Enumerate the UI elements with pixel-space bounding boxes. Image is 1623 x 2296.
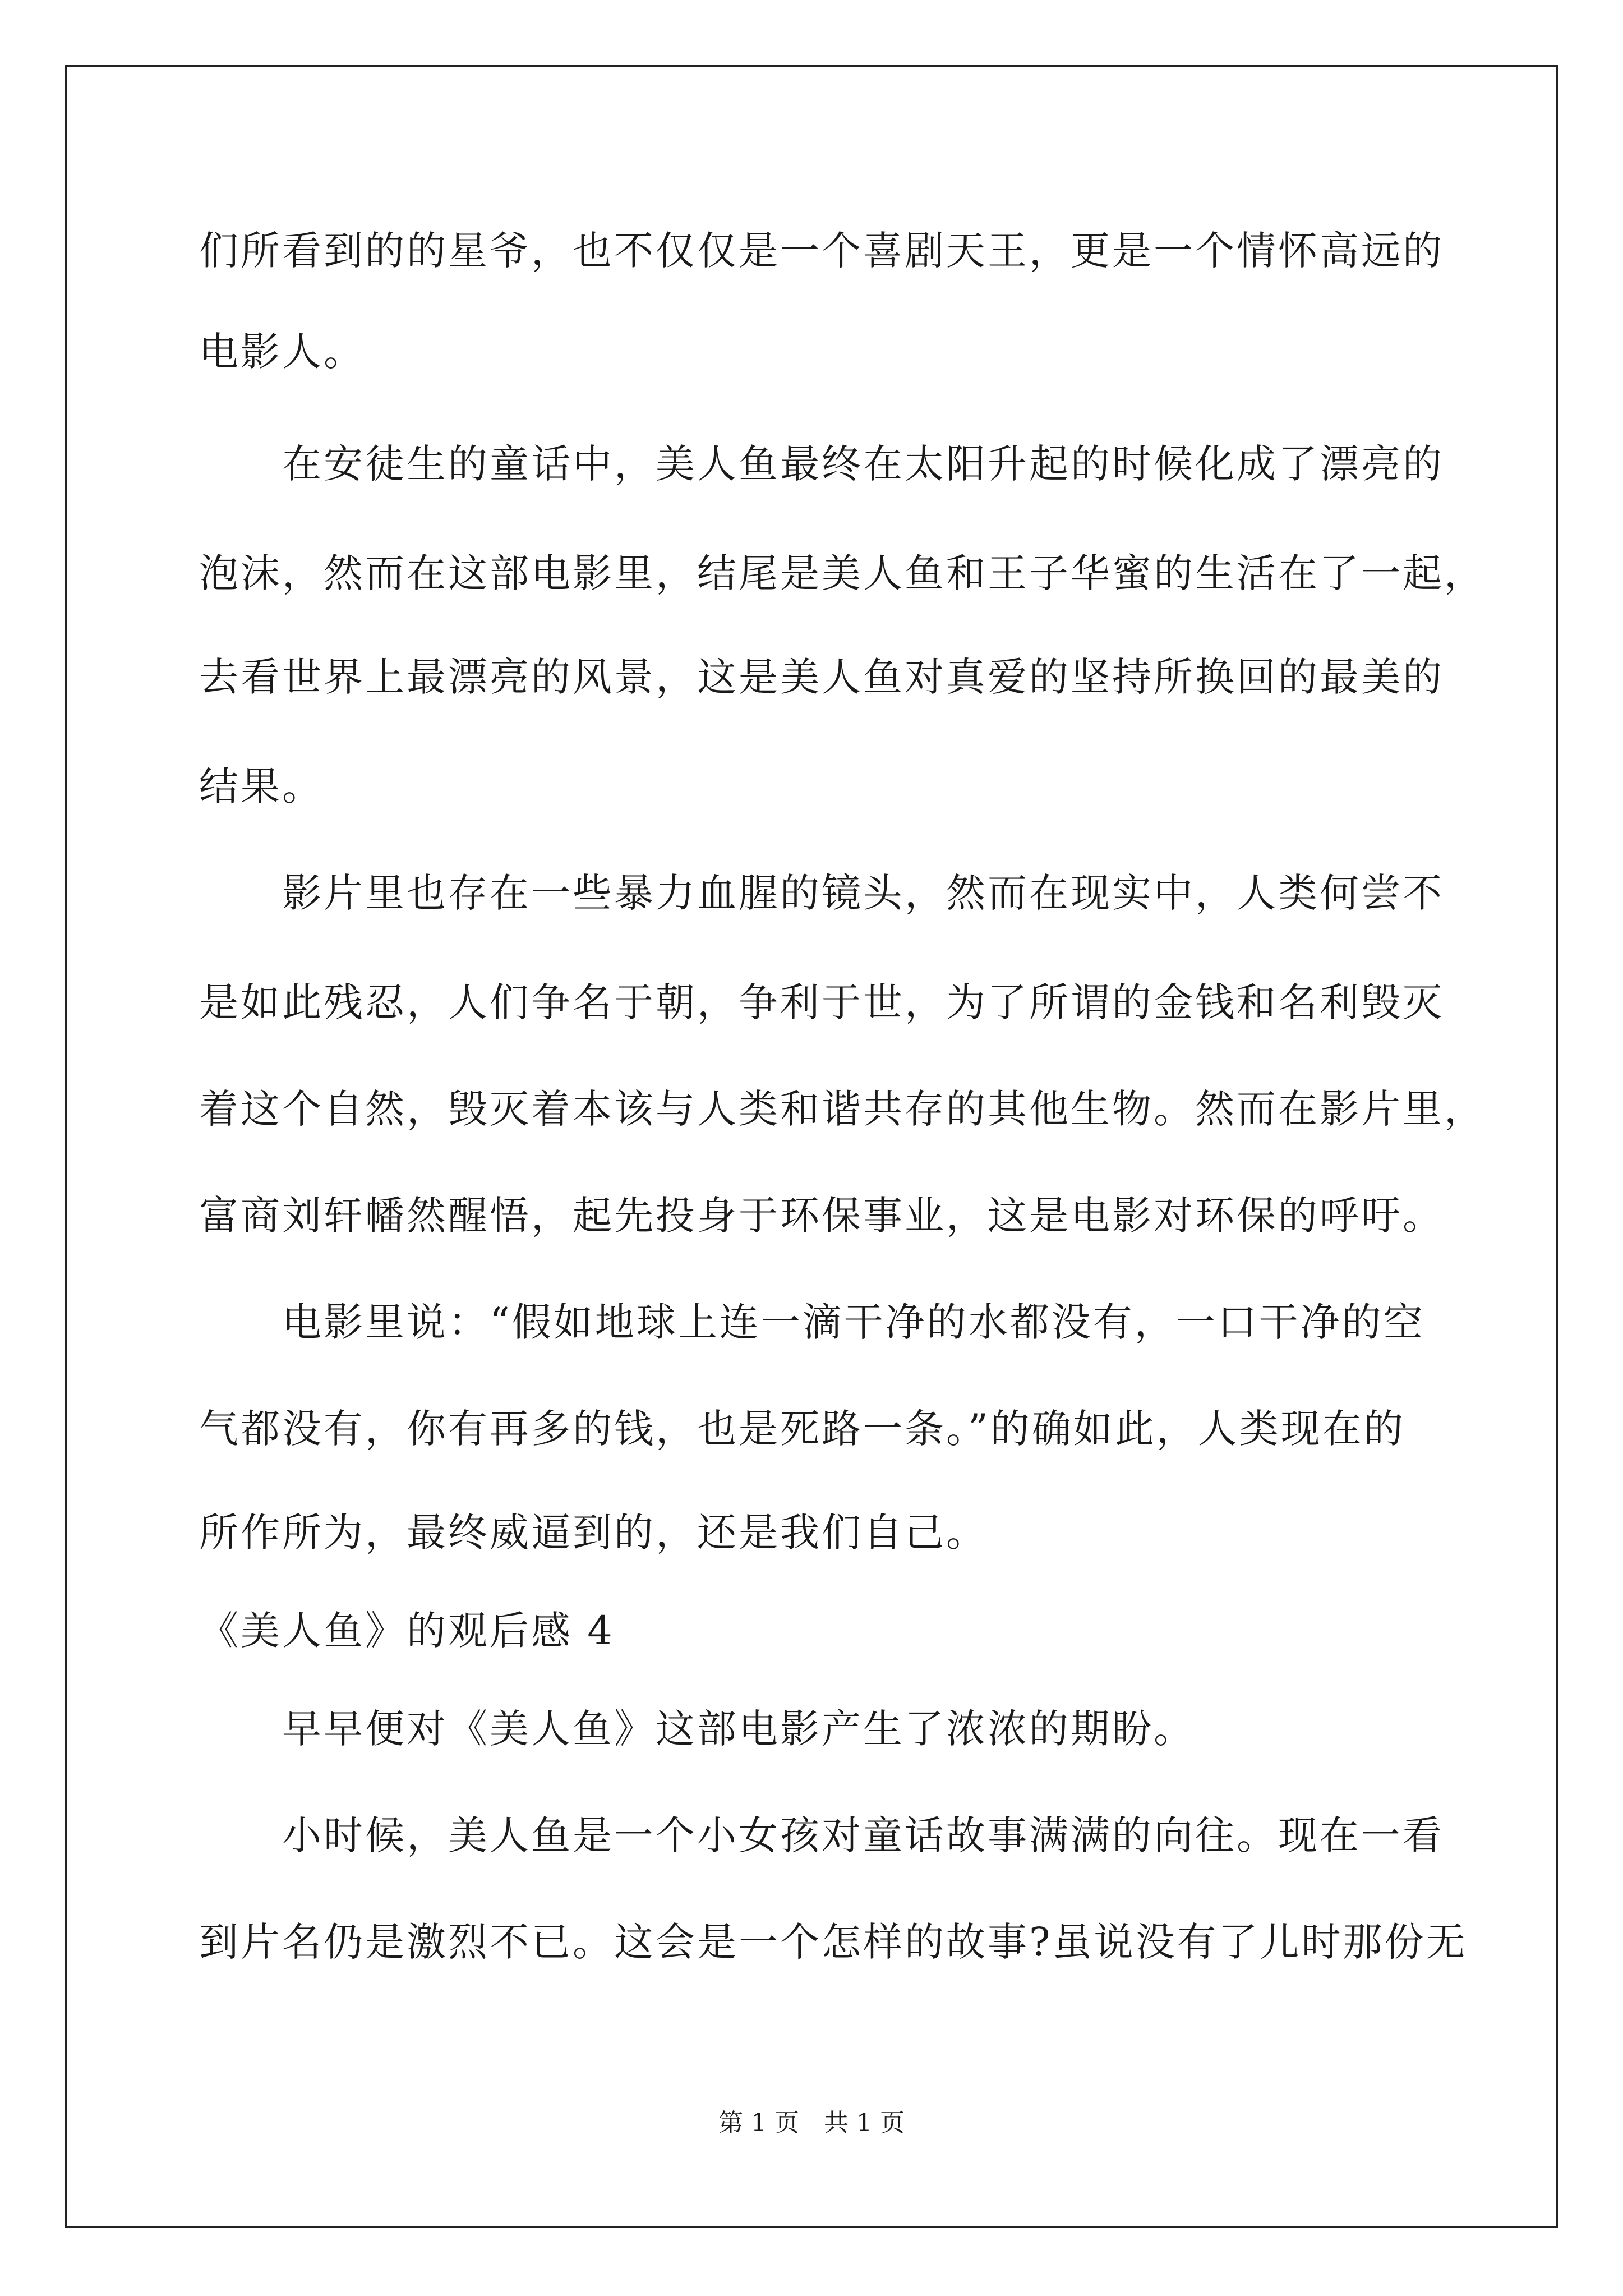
text-line: 到片名仍是激烈不已。这会是一个怎样的故事?虽说没有了儿时那份无	[199, 1919, 1468, 1965]
section-heading: 《美人鱼》的观后感 4	[199, 1608, 615, 1654]
text-line: 小时候，美人鱼是一个小女孩对童话故事满满的向往。现在一看	[199, 1812, 1444, 1858]
text-line: 是如此残忍，人们争名于朝，争利于世，为了所谓的金钱和名利毁灭	[199, 979, 1444, 1025]
text-line: 着这个自然，毁灭着本该与人类和谐共存的其他生物。然而在影片里，	[199, 1086, 1486, 1132]
text-line: 电影里说：“假如地球上连一滴干净的水都没有，一口干净的空	[199, 1299, 1425, 1345]
text-line: 影片里也存在一些暴力血腥的镜头，然而在现实中，人类何尝不	[199, 870, 1444, 916]
text-line: 结果。	[199, 763, 324, 809]
text-line: 所作所为，最终威逼到的，还是我们自己。	[199, 1510, 988, 1556]
text-line: 泡沫，然而在这部电影里，结尾是美人鱼和王子华蜜的生活在了一起，	[199, 550, 1486, 596]
text-line: 去看世界上最漂亮的风景，这是美人鱼对真爱的坚持所换回的最美的	[199, 654, 1444, 700]
page-footer: 第 1 页 共 1 页	[718, 2109, 905, 2137]
text-line: 早早便对《美人鱼》这部电影产生了浓浓的期盼。	[199, 1706, 1195, 1752]
text-line: 们所看到的的星爷，也不仅仅是一个喜剧天王，更是一个情怀高远的	[199, 228, 1444, 274]
text-line: 电影人。	[199, 329, 365, 375]
text-line: 富商刘轩幡然醒悟，起先投身于环保事业，这是电影对环保的呼吁。	[199, 1193, 1444, 1239]
page-border	[65, 65, 1558, 2228]
text-line: 在安徒生的童话中，美人鱼最终在太阳升起的时候化成了漂亮的	[199, 441, 1444, 487]
text-line: 气都没有，你有再多的钱，也是死路一条。”的确如此，人类现在的	[199, 1406, 1405, 1452]
